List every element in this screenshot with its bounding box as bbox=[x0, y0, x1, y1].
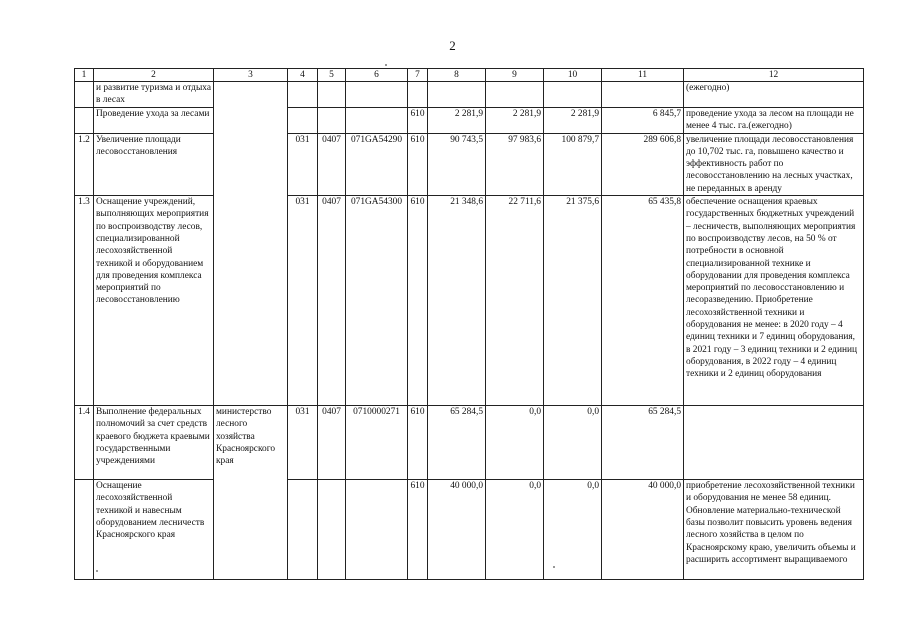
csr-code bbox=[346, 82, 408, 108]
rzpr-code bbox=[318, 108, 346, 134]
grbs-code bbox=[288, 82, 318, 108]
amount-total: 289 606,8 bbox=[602, 133, 684, 195]
amount-total: 65 435,8 bbox=[602, 196, 684, 406]
table-row bbox=[75, 196, 864, 406]
grbs-code: 031 bbox=[288, 133, 318, 195]
amount-2021: 97 983,6 bbox=[486, 133, 544, 195]
row-number bbox=[75, 82, 94, 108]
rzpr-code: 0407 bbox=[318, 133, 346, 195]
vr-code bbox=[408, 82, 428, 108]
header-cell: 4 bbox=[288, 69, 318, 82]
amount-2020: 40 000,0 bbox=[428, 480, 486, 580]
program-activities-table bbox=[74, 68, 864, 580]
amount-2020: 2 281,9 bbox=[428, 108, 486, 134]
vr-code: 610 bbox=[408, 406, 428, 480]
amount-2022 bbox=[544, 82, 602, 108]
amount-2022: 0,0 bbox=[544, 406, 602, 480]
vr-code: 610 bbox=[408, 133, 428, 195]
csr-code: 0710000271 bbox=[346, 406, 408, 480]
row-number bbox=[75, 480, 94, 580]
expected-result: увеличение площади лесовосстановления до 10,702 тыс. га, повышено качество и эффективность работ по лесовосстановлению на лесных участках, не переданных в аренду bbox=[684, 133, 864, 195]
amount-total: 40 000,0 bbox=[602, 480, 684, 580]
csr-code bbox=[346, 480, 408, 580]
header-cell: 9 bbox=[486, 69, 544, 82]
header-cell: 8 bbox=[428, 69, 486, 82]
header-cell: 3 bbox=[214, 69, 288, 82]
row-number bbox=[75, 108, 94, 134]
amount-2020: 65 284,5 bbox=[428, 406, 486, 480]
csr-code: 071GA54300 bbox=[346, 196, 408, 406]
amount-2021: 0,0 bbox=[486, 406, 544, 480]
table-row bbox=[75, 82, 864, 108]
table-row bbox=[75, 406, 864, 480]
page-number: 2 bbox=[449, 38, 456, 53]
grbs-code bbox=[288, 480, 318, 580]
vr-code: 610 bbox=[408, 108, 428, 134]
csr-code bbox=[346, 108, 408, 134]
amount-2021: 0,0 bbox=[486, 480, 544, 580]
amount-2020 bbox=[428, 82, 486, 108]
activity-name: Проведение ухода за лесами bbox=[94, 108, 214, 134]
amount-2021: 2 281,9 bbox=[486, 108, 544, 134]
expected-result bbox=[684, 406, 864, 480]
table-row bbox=[75, 108, 864, 134]
amount-2022: 2 281,9 bbox=[544, 108, 602, 134]
expected-result: проведение ухода за лесом на площади не менее 4 тыс. га.(ежегодно) bbox=[684, 108, 864, 134]
amount-total: 65 284,5 bbox=[602, 406, 684, 480]
header-cell: 1 bbox=[75, 69, 94, 82]
amount-2021: 22 711,6 bbox=[486, 196, 544, 406]
row-number: 1.4 bbox=[75, 406, 94, 480]
vr-code: 610 bbox=[408, 480, 428, 580]
executor: министерство лесного хозяйства Красноярского края bbox=[214, 406, 288, 580]
grbs-code: 031 bbox=[288, 196, 318, 406]
amount-2022: 100 879,7 bbox=[544, 133, 602, 195]
table-row bbox=[75, 133, 864, 195]
header-cell: 11 bbox=[602, 69, 684, 82]
grbs-code: 031 bbox=[288, 406, 318, 480]
amount-2021 bbox=[486, 82, 544, 108]
activity-name: Увеличение площади лесовосстановления bbox=[94, 133, 214, 195]
header-cell: 2 bbox=[94, 69, 214, 82]
amount-total: 6 845,7 bbox=[602, 108, 684, 134]
amount-2022: 0,0 bbox=[544, 480, 602, 580]
activity-name: Оснащение учреждений, выполняющих мероприятия по воспроизводству лесов, специализированной лесохозяйственной техникой и оборудованием для проведения комплекса мероприятий по лесовосстановлению bbox=[94, 196, 214, 406]
header-cell: 6 bbox=[346, 69, 408, 82]
rzpr-code bbox=[318, 480, 346, 580]
rzpr-code: 0407 bbox=[318, 406, 346, 480]
amount-total bbox=[602, 82, 684, 108]
grbs-code bbox=[288, 108, 318, 134]
header-cell: 7 bbox=[408, 69, 428, 82]
executor bbox=[214, 82, 288, 406]
amount-2022: 21 375,6 bbox=[544, 196, 602, 406]
row-number: 1.3 bbox=[75, 196, 94, 406]
rzpr-code bbox=[318, 82, 346, 108]
row-number: 1.2 bbox=[75, 133, 94, 195]
expected-result: обеспечение оснащения краевых государственных бюджетных учреждений – лесничеств, выполняющих мероприятия по воспроизводству лесов, на 50 % от потребности в основной специализированной технике и оборудовании для проведения комплекса мероприятий по лесовосстановлению и лесоразведению. Приобретение лесохозяйственной техники и оборудования не менее: в 2020 году – 4 единиц техники и 7 единиц оборудования, в 2021 году – 3 единиц техники и 2 единиц оборудования, в 2022 году – 4 единиц техники и 2 единиц оборудования bbox=[684, 196, 864, 406]
amount-2020: 21 348,6 bbox=[428, 196, 486, 406]
table-row bbox=[75, 480, 864, 580]
expected-result: приобретение лесохозяйственной техники и оборудования не менее 58 единиц. Обновление материально-технической базы позволит повысить уровень ведения лесного хозяйства в целом по Красноярскому краю, увеличить объемы и расширить ассортимент выращиваемого bbox=[684, 480, 864, 580]
amount-2020: 90 743,5 bbox=[428, 133, 486, 195]
header-cell: 5 bbox=[318, 69, 346, 82]
rzpr-code: 0407 bbox=[318, 196, 346, 406]
csr-code: 071GA54290 bbox=[346, 133, 408, 195]
header-cell: 12 bbox=[684, 69, 864, 82]
header-row bbox=[75, 69, 864, 82]
scan-speck bbox=[553, 566, 555, 568]
scan-speck bbox=[96, 570, 98, 572]
header-cell: 10 bbox=[544, 69, 602, 82]
expected-result: (ежегодно) bbox=[684, 82, 864, 108]
activity-name: Оснащение лесохозяйственной техникой и навесным оборудованием лесничеств Красноярского края bbox=[94, 480, 214, 580]
activity-name: и развитие туризма и отдыха в лесах bbox=[94, 82, 214, 108]
scan-speck bbox=[385, 64, 387, 66]
activity-name: Выполнение федеральных полномочий за счет средств краевого бюджета краевыми государственными учреждениями bbox=[94, 406, 214, 480]
vr-code: 610 bbox=[408, 196, 428, 406]
